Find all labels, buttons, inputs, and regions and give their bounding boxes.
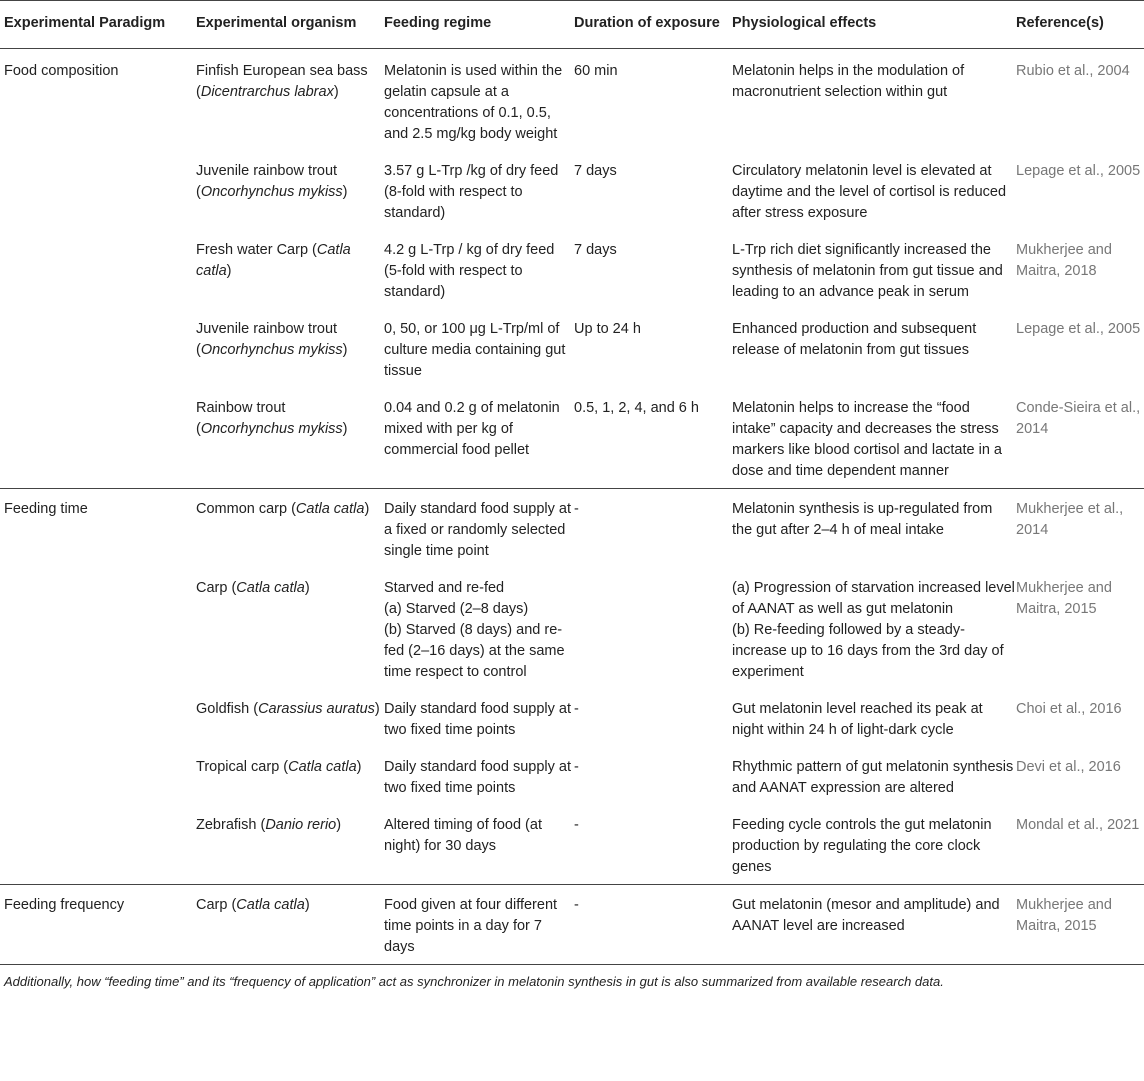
organism-cell: Carp (Catla catla) — [196, 580, 310, 596]
organism-cell: Zebrafish (Danio rerio) — [196, 817, 342, 833]
paradigm-cell — [0, 388, 196, 489]
paradigm-cell — [0, 805, 196, 885]
table-row — [0, 885, 1144, 965]
header-reference: Reference(s) — [1016, 15, 1104, 31]
regime-cell: Daily standard food supply at two fixed time points — [384, 759, 571, 796]
regime-cell: 4.2 g L-Trp / kg of dry feed (5-fold with respect to standard) — [384, 242, 555, 300]
regime-cell: Melatonin is used within the gelatin capsule at a concentrations of 0.1, 0.5, and 2.5 mg/kg body weight — [384, 63, 563, 142]
reference-cell: Choi et al., 2016 — [1016, 701, 1122, 717]
header-effects: Physiological effects — [732, 15, 877, 31]
regime-cell: 0, 50, or 100 μg L-Trp/ml of culture media containing gut tissue — [384, 321, 566, 379]
organism-cell: Goldfish (Carassius auratus) — [196, 701, 380, 717]
duration-cell: - — [574, 759, 579, 775]
table-row — [0, 489, 1144, 569]
duration-cell: - — [574, 817, 579, 833]
paradigm-cell — [0, 151, 196, 230]
paradigm-cell — [0, 747, 196, 805]
organism-cell: Finfish European sea bass (Dicentrarchus labrax) — [196, 63, 368, 100]
paradigm-cell — [0, 568, 196, 689]
regime-cell: 3.57 g L-Trp /kg of dry feed (8-fold with respect to standard) — [384, 163, 559, 221]
table-row — [0, 388, 1144, 489]
organism-cell: Rainbow trout (Oncorhynchus mykiss) — [196, 400, 348, 437]
reference-cell: Lepage et al., 2005 — [1016, 163, 1141, 179]
effects-cell: Gut melatonin level reached its peak at night within 24 h of light-dark cycle — [732, 701, 983, 738]
paradigm-cell — [0, 309, 196, 388]
duration-cell: 7 days — [574, 163, 617, 179]
organism-cell: Common carp (Catla catla) — [196, 501, 370, 517]
reference-cell: Mukherjee and Maitra, 2018 — [1016, 242, 1112, 279]
reference-cell: Rubio et al., 2004 — [1016, 63, 1130, 79]
paradigm-cell: Feeding frequency — [4, 897, 125, 913]
paradigm-cell: Food composition — [4, 63, 119, 79]
effects-cell: Melatonin synthesis is up-regulated from the gut after 2–4 h of meal intake — [732, 501, 993, 538]
regime-cell: Daily standard food supply at two fixed time points — [384, 701, 571, 738]
table-caption: Additionally, how “feeding time” and its “frequency of application” act as synchronizer in melatonin synthesis in gut is also summarized from available research data. — [4, 974, 944, 989]
table-row — [0, 309, 1144, 388]
regime-cell: Starved and re-fed (a) Starved (2–8 days) (b) Starved (8 days) and re-fed (2–16 days) at the same time respect to control — [384, 580, 565, 680]
table-header-row — [0, 1, 1144, 49]
duration-cell: 7 days — [574, 242, 617, 258]
effects-cell: Melatonin helps in the modulation of macronutrient selection within gut — [732, 63, 965, 100]
duration-cell — [574, 568, 732, 689]
table-row — [0, 747, 1144, 805]
duration-cell: - — [574, 701, 579, 717]
table-row — [0, 805, 1144, 885]
effects-cell: Melatonin helps to increase the “food intake” capacity and decreases the stress markers like blood cortisol and lactate in a dose and time dependent manner — [732, 400, 1002, 479]
regime-cell: 0.04 and 0.2 g of melatonin mixed with per kg of commercial food pellet — [384, 400, 560, 458]
header-organism: Experimental organism — [196, 15, 357, 31]
effects-cell: L-Trp rich diet significantly increased the synthesis of melatonin from gut tissue and leading to an advance peak in serum — [732, 242, 1003, 300]
paradigm-cell: Feeding time — [4, 501, 88, 517]
reference-cell: Devi et al., 2016 — [1016, 759, 1121, 775]
effects-cell: (a) Progression of starvation increased level of AANAT as well as gut melatonin (b) Re-feeding followed by a steady-increase up to 16 days from the 3rd day of experiment — [732, 580, 1015, 680]
table-row — [0, 568, 1144, 689]
effects-cell: Feeding cycle controls the gut melatonin production by regulating the core clock genes — [732, 817, 992, 875]
effects-cell: Circulatory melatonin level is elevated at daytime and the level of cortisol is reduced after stress exposure — [732, 163, 1007, 221]
effects-cell: Rhythmic pattern of gut melatonin synthesis and AANAT expression are altered — [732, 759, 1014, 796]
organism-cell: Juvenile rainbow trout (Oncorhynchus mykiss) — [196, 321, 348, 358]
paradigm-cell — [0, 230, 196, 309]
reference-cell: Mondal et al., 2021 — [1016, 817, 1140, 833]
effects-cell: Gut melatonin (mesor and amplitude) and AANAT level are increased — [732, 897, 1000, 934]
table-row — [0, 689, 1144, 747]
table-row — [0, 49, 1144, 152]
duration-cell: - — [574, 897, 579, 913]
organism-cell: Juvenile rainbow trout (Oncorhynchus mykiss) — [196, 163, 348, 200]
regime-cell: Daily standard food supply at a fixed or randomly selected single time point — [384, 501, 571, 559]
header-duration: Duration of exposure — [574, 15, 720, 31]
duration-cell: 60 min — [574, 63, 618, 79]
organism-cell: Carp (Catla catla) — [196, 897, 310, 913]
duration-cell: - — [574, 501, 579, 517]
organism-cell: Tropical carp (Catla catla) — [196, 759, 362, 775]
reference-cell: Mukherjee and Maitra, 2015 — [1016, 580, 1112, 617]
effects-cell: Enhanced production and subsequent release of melatonin from gut tissues — [732, 321, 977, 358]
table-row — [0, 151, 1144, 230]
duration-cell: 0.5, 1, 2, 4, and 6 h — [574, 400, 699, 416]
reference-cell: Mukherjee and Maitra, 2015 — [1016, 897, 1112, 934]
reference-cell: Conde-Sieira et al., 2014 — [1016, 400, 1141, 437]
reference-cell: Lepage et al., 2005 — [1016, 321, 1141, 337]
regime-cell: Food given at four different time points in a day for 7 days — [384, 897, 558, 955]
header-paradigm: Experimental Paradigm — [4, 15, 166, 31]
header-regime: Feeding regime — [384, 15, 492, 31]
regime-cell: Altered timing of food (at night) for 30 days — [384, 817, 542, 854]
duration-cell: Up to 24 h — [574, 321, 641, 337]
table-row — [0, 230, 1144, 309]
paradigm-cell — [0, 689, 196, 747]
organism-cell: Fresh water Carp (Catla catla) — [196, 242, 351, 279]
reference-cell: Mukherjee et al., 2014 — [1016, 501, 1124, 538]
